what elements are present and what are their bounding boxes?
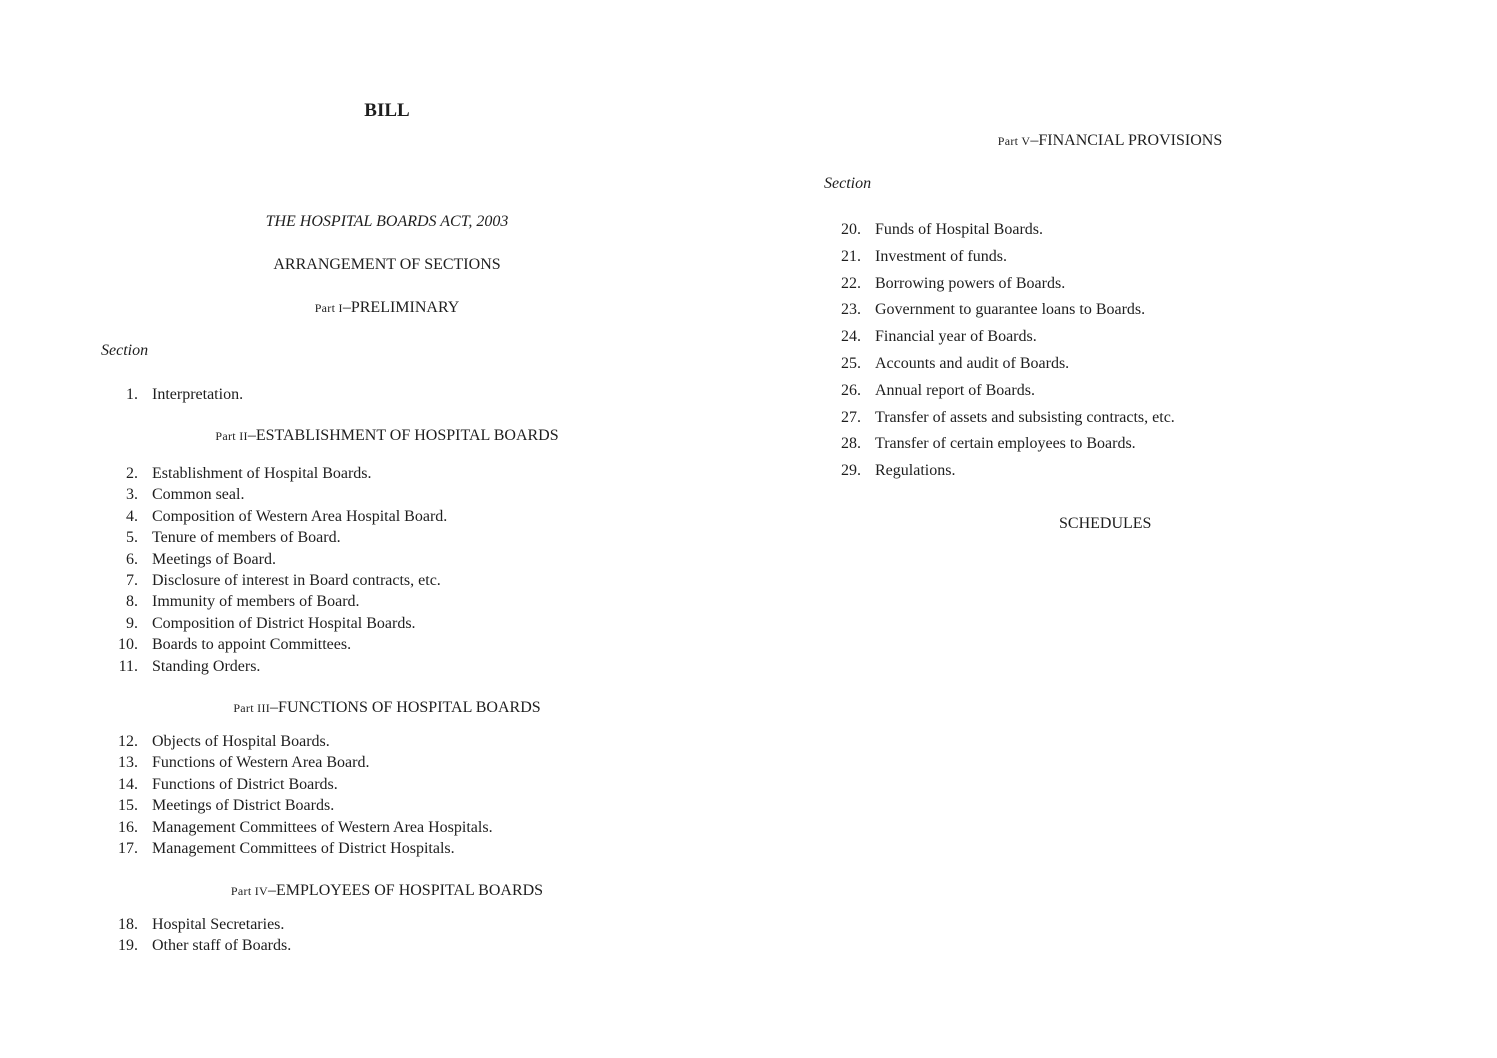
section-number: 6. — [126, 550, 138, 568]
section-text: Regulations. — [875, 462, 956, 480]
list-item — [104, 731, 493, 752]
part-1-heading — [0, 299, 774, 317]
section-text: Functions of District Boards. — [152, 775, 338, 793]
section-number: 17. — [118, 840, 138, 858]
section-number: 14. — [118, 775, 138, 793]
section-text: Immunity of members of Board. — [152, 593, 360, 611]
part-1-list — [104, 384, 243, 405]
section-text: Government to guarantee loans to Boards. — [875, 301, 1146, 319]
section-number: 23. — [841, 301, 861, 319]
list-item — [827, 244, 1175, 271]
list-item — [827, 405, 1175, 432]
list-item — [104, 463, 447, 484]
list-item — [104, 914, 291, 935]
act-title: THE HOSPITAL BOARDS ACT, 2003 — [265, 213, 509, 230]
part-5-heading — [774, 132, 1446, 150]
list-item — [104, 774, 493, 795]
section-number: 8. — [126, 593, 138, 611]
section-text: Financial year of Boards. — [875, 328, 1037, 346]
section-text: Management Committees of Western Area Hospitals. — [152, 818, 493, 836]
arrangement-title: ARRANGEMENT OF SECTIONS — [273, 256, 501, 273]
list-item — [104, 817, 493, 838]
section-number: 18. — [118, 916, 138, 933]
section-number: 5. — [126, 529, 138, 547]
section-text: Borrowing powers of Boards. — [875, 274, 1066, 292]
section-number: 4. — [126, 507, 138, 525]
list-item — [827, 297, 1175, 324]
part-1-prefix: Part I — [314, 301, 343, 315]
section-number: 12. — [118, 733, 138, 750]
section-number: 19. — [118, 937, 138, 955]
section-number: 3. — [126, 486, 138, 504]
section-number: 2. — [126, 465, 138, 482]
section-number: 13. — [118, 754, 138, 772]
list-item — [104, 384, 243, 405]
section-text: Annual report of Boards. — [875, 381, 1035, 399]
section-number: 28. — [841, 435, 861, 453]
list-item — [104, 935, 291, 956]
part-4-list — [104, 914, 291, 957]
list-item — [104, 484, 447, 505]
schedules-heading: SCHEDULES — [1059, 515, 1152, 532]
list-item — [104, 613, 447, 634]
section-text: Functions of Western Area Board. — [152, 754, 370, 772]
section-text: Objects of Hospital Boards. — [152, 733, 330, 750]
section-number: 27. — [841, 408, 861, 426]
section-text: Disclosure of interest in Board contracts, etc. — [152, 572, 441, 590]
section-number: 10. — [118, 636, 138, 654]
section-text: Accounts and audit of Boards. — [875, 354, 1070, 372]
part-2-list — [104, 463, 447, 677]
section-label-right: Section — [824, 175, 872, 192]
section-number: 24. — [841, 328, 861, 346]
list-item — [827, 324, 1175, 351]
section-text: Other staff of Boards. — [152, 937, 292, 955]
section-number: 29. — [841, 462, 861, 480]
part-5-title: –FINANCIAL PROVISIONS — [1030, 132, 1223, 149]
part-2-prefix: Part II — [215, 429, 248, 443]
section-text: Transfer of assets and subsisting contracts, etc. — [875, 408, 1175, 426]
section-number: 11. — [118, 657, 138, 675]
section-text: Interpretation. — [152, 386, 244, 403]
part-3-heading — [0, 699, 774, 717]
part-2-heading — [0, 427, 774, 445]
part-4-prefix: Part IV — [230, 884, 269, 898]
section-number: 16. — [118, 818, 138, 836]
part-5-prefix: Part V — [997, 134, 1031, 148]
list-item — [104, 752, 493, 773]
list-item — [827, 271, 1175, 298]
part-3-title: –FUNCTIONS OF HOSPITAL BOARDS — [270, 699, 541, 716]
part-3-list — [104, 731, 493, 859]
part-4-title: –EMPLOYEES OF HOSPITAL BOARDS — [268, 882, 544, 899]
list-item — [104, 634, 447, 655]
part-2-title: –ESTABLISHMENT OF HOSPITAL BOARDS — [247, 427, 559, 444]
section-number: 1. — [126, 386, 138, 403]
bill-title: BILL — [364, 100, 410, 121]
list-item — [827, 351, 1175, 378]
section-label-left: Section — [101, 342, 149, 359]
section-text: Transfer of certain employees to Boards. — [875, 435, 1136, 453]
list-item — [827, 431, 1175, 458]
section-number: 21. — [841, 247, 861, 265]
section-text: Management Committees of District Hospitals. — [152, 840, 455, 858]
list-item — [104, 656, 447, 677]
section-text: Common seal. — [152, 486, 245, 504]
list-item — [827, 217, 1175, 244]
section-text: Meetings of Board. — [152, 550, 276, 568]
list-item — [104, 527, 447, 548]
list-item — [827, 458, 1175, 485]
section-number: 20. — [841, 221, 861, 238]
section-text: Funds of Hospital Boards. — [875, 221, 1043, 238]
section-number: 9. — [126, 614, 138, 632]
section-text: Boards to appoint Committees. — [152, 636, 352, 654]
list-item — [104, 795, 493, 816]
section-text: Hospital Secretaries. — [152, 916, 285, 933]
section-text: Establishment of Hospital Boards. — [152, 465, 372, 482]
section-text: Standing Orders. — [152, 657, 261, 675]
list-item — [104, 838, 493, 859]
section-text: Meetings of District Boards. — [152, 797, 335, 815]
section-number: 15. — [118, 797, 138, 815]
section-text: Tenure of members of Board. — [152, 529, 341, 547]
part-4-heading — [0, 882, 774, 900]
section-text: Investment of funds. — [875, 247, 1007, 265]
section-number: 26. — [841, 381, 861, 399]
list-item — [104, 570, 447, 591]
section-text: Composition of Western Area Hospital Board. — [152, 507, 448, 525]
part-5-list — [827, 217, 1175, 485]
section-number: 25. — [841, 354, 861, 372]
section-number: 22. — [841, 274, 861, 292]
list-item — [104, 549, 447, 570]
section-text: Composition of District Hospital Boards. — [152, 614, 416, 632]
list-item — [104, 506, 447, 527]
list-item — [827, 378, 1175, 405]
part-1-title: –PRELIMINARY — [342, 299, 460, 316]
list-item — [104, 591, 447, 612]
section-number: 7. — [126, 572, 138, 590]
part-3-prefix: Part III — [233, 701, 271, 715]
